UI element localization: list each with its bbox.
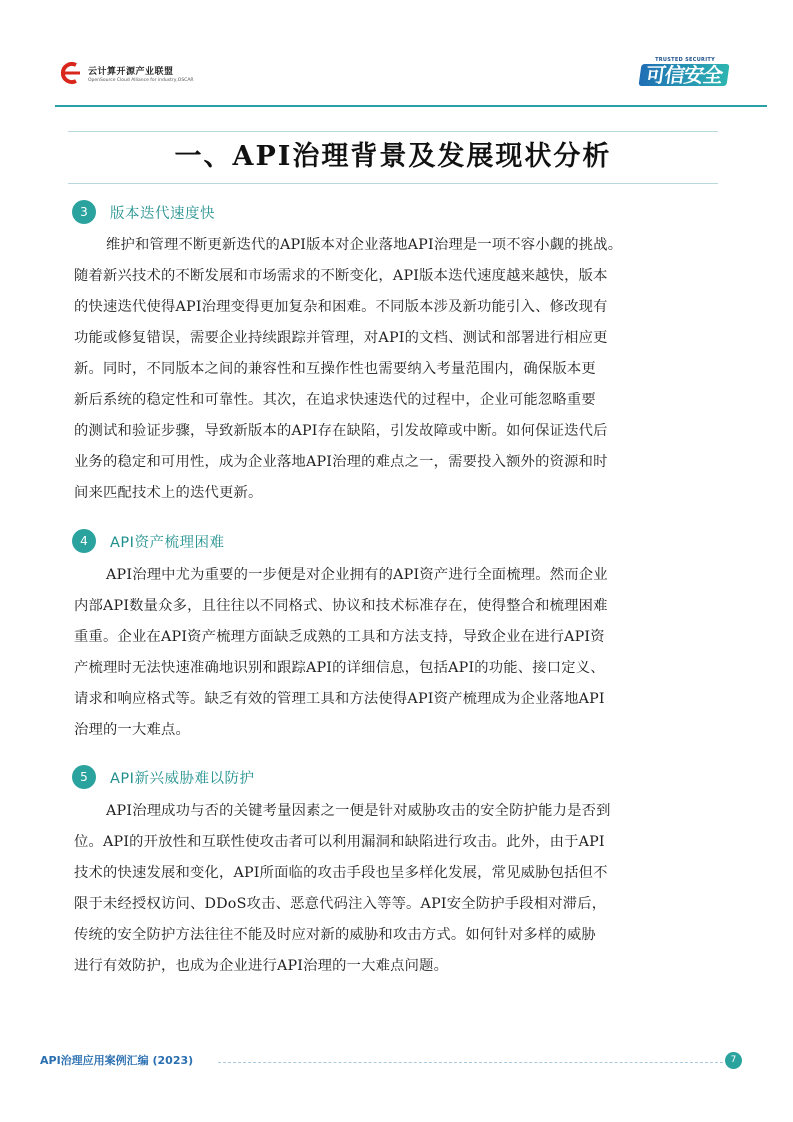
page-title: 一、API治理背景及发展现状分析 bbox=[174, 141, 612, 172]
paragraph-line: 治理的一大难点。 bbox=[74, 722, 190, 738]
page-footer bbox=[40, 1052, 740, 1072]
section-heading-3 bbox=[72, 200, 215, 224]
section-number-badge: 3 bbox=[72, 200, 96, 224]
section-title: API资产梳理困难 bbox=[110, 534, 225, 551]
section-4-paragraph bbox=[74, 560, 722, 746]
paragraph-line: 新后系统的稳定性和可靠性。其次，在追求快速迭代的过程中，企业可能忽略重要 bbox=[74, 392, 596, 408]
paragraph-line: 限于未经授权访问、DDoS攻击、恶意代码注入等等。API安全防护手段相对滞后， bbox=[74, 896, 607, 912]
paragraph-line: 业务的稳定和可用性，成为企业落地API治理的难点之一，需要投入额外的资源和时 bbox=[74, 454, 608, 470]
paragraph-line: 间来匹配技术上的迭代更新。 bbox=[74, 485, 263, 501]
paragraph-line: 功能或修复错误，需要企业持续跟踪并管理，对API的文档、测试和部署进行相应更 bbox=[74, 330, 608, 346]
paragraph-line: 新。同时，不同版本之间的兼容性和互操作性也需要纳入考量范围内，确保版本更 bbox=[74, 361, 596, 377]
paragraph-line: 传统的安全防护方法往往不能及时应对新的威胁和攻击方式。如何针对多样的威胁 bbox=[74, 927, 596, 943]
trusted-security-logo bbox=[640, 57, 735, 91]
paragraph-line: 产梳理时无法快速准确地识别和跟踪API的详细信息，包括API的功能、接口定义、 bbox=[74, 660, 605, 676]
title-bottom-rule bbox=[68, 183, 718, 184]
title-top-rule bbox=[68, 131, 718, 132]
paragraph-line: 的快速迭代使得API治理变得更加复杂和困难。不同版本涉及新功能引入、修改现有 bbox=[74, 299, 608, 315]
page-header bbox=[0, 0, 793, 110]
section-number-badge: 5 bbox=[72, 765, 96, 789]
paragraph-line: API治理成功与否的关键考量因素之一便是针对威胁攻击的安全防护能力是否到 bbox=[106, 803, 611, 819]
alliance-logo-icon bbox=[58, 60, 84, 86]
header-divider bbox=[55, 105, 767, 107]
paragraph-line: 维护和管理不断更新迭代的API版本对企业落地API治理是一项不容小觑的挑战。 bbox=[106, 237, 623, 253]
paragraph-line: 进行有效防护，也成为企业进行API治理的一大难点问题。 bbox=[74, 958, 449, 974]
trusted-security-wordmark: 可信安全 bbox=[638, 64, 729, 86]
paragraph-line: 的测试和验证步骤，导致新版本的API存在缺陷，引发故障或中断。如何保证迭代后 bbox=[74, 423, 608, 439]
paragraph-line: 重重。企业在API资产梳理方面缺乏成熟的工具和方法支持，导致企业在进行API资 bbox=[74, 629, 605, 645]
footer-dotted-rule bbox=[218, 1062, 723, 1063]
trusted-security-caption: TRUSTED SECURITY bbox=[655, 57, 715, 63]
paragraph-line: 技术的快速发展和变化，API所面临的攻击手段也呈多样化发展，常见威胁包括但不 bbox=[74, 865, 608, 881]
page-number-badge: 7 bbox=[725, 1052, 742, 1069]
section-number-badge: 4 bbox=[72, 529, 96, 553]
section-3-paragraph bbox=[74, 230, 722, 509]
paragraph-line: 随着新兴技术的不断发展和市场需求的不断变化，API版本迭代速度越来越快，版本 bbox=[74, 268, 608, 284]
section-title: 版本迭代速度快 bbox=[110, 205, 215, 222]
paragraph-line: 请求和响应格式等。缺乏有效的管理工具和方法使得API资产梳理成为企业落地API bbox=[74, 691, 605, 707]
section-title: API新兴威胁难以防护 bbox=[110, 770, 255, 787]
paragraph-line: 内部API数量众多，且往往以不同格式、协议和技术标准存在，使得整合和梳理困难 bbox=[74, 598, 608, 614]
footer-title: API治理应用案例汇编 (2023) bbox=[40, 1054, 194, 1067]
caict-alliance-logo bbox=[58, 60, 194, 86]
section-5-paragraph bbox=[74, 796, 722, 982]
logo-en-text: OpenSource Cloud Alliance for industry,OSCAR bbox=[88, 77, 194, 83]
paragraph-line: API治理中尤为重要的一步便是对企业拥有的API资产进行全面梳理。然而企业 bbox=[106, 567, 608, 583]
section-heading-5 bbox=[72, 765, 254, 789]
paragraph-line: 位。API的开放性和互联性使攻击者可以利用漏洞和缺陷进行攻击。此外，由于API bbox=[74, 834, 605, 850]
section-heading-4 bbox=[72, 529, 224, 553]
logo-cn-text: 云计算开源产业联盟 bbox=[88, 66, 174, 77]
